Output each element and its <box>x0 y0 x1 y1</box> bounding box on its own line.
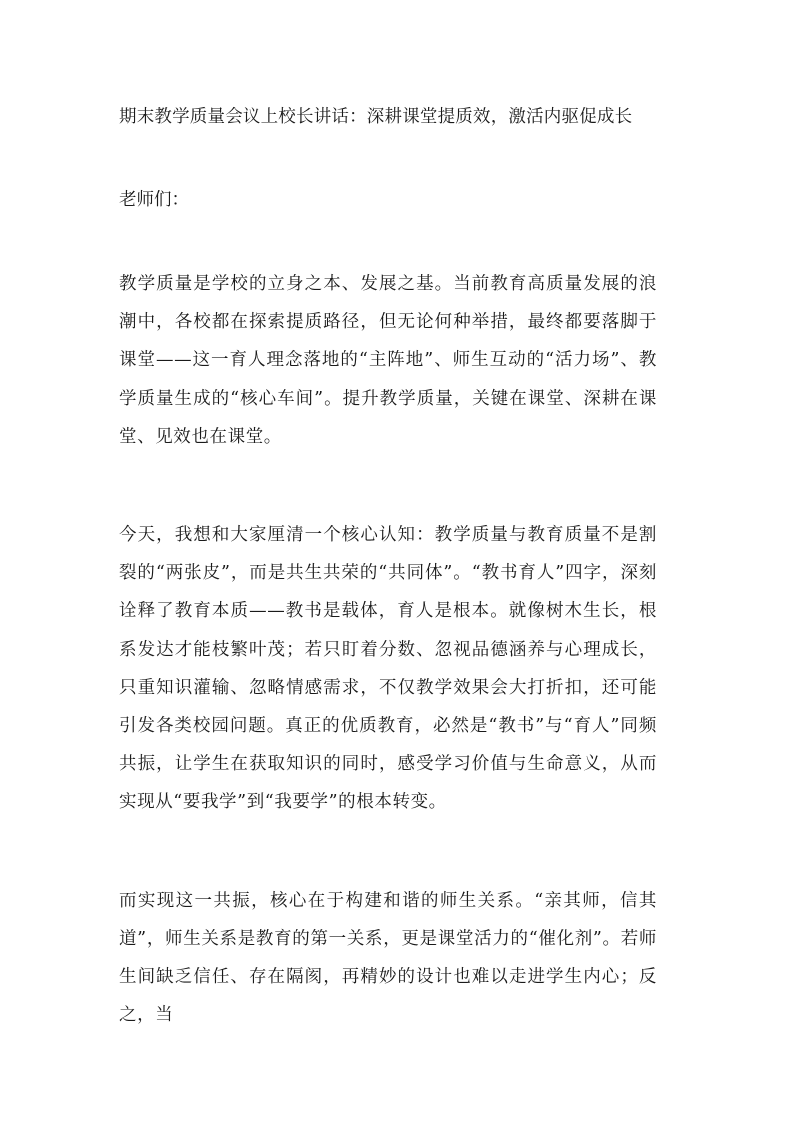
document-title: 期末教学质量会议上校长讲话：深耕课堂提质效，激活内驱促成长 <box>119 107 633 127</box>
document-body <box>119 100 657 1034</box>
salutation: 老师们： <box>119 190 189 210</box>
paragraph-1: 教学质量是学校的立身之本、发展之基。当前教育高质量发展的浪潮中，各校都在探索提质路径，但无论何种举措，最终都要落脚于课堂——这一育人理念落地的“主阵地”、师生互动的“活力场”、教学质量生成的“核心车间”。提升教学质量，关键在课堂、深耕在课堂、见效也在课堂。 <box>119 274 657 447</box>
paragraph-3: 而实现这一共振，核心在于构建和谐的师生关系。“亲其师，信其道”，师生关系是教育的第一关系，更是课堂活力的“催化剂”。若师生间缺乏信任、存在隔阂，再精妙的设计也难以走进学生内心；反之，当 <box>119 890 657 1026</box>
paragraph-2: 今天，我想和大家厘清一个核心认知：教学质量与教育质量不是割裂的“两张皮”，而是共生共荣的“共同体”。“教书育人”四字，深刻诠释了教育本质——教书是载体，育人是根本。就像树木生长，根系发达才能枝繁叶茂；若只盯着分数、忽视品德涵养与心理成长，只重知识灌输、忽略情感需求，不仅教学效果会大打折扣，还可能引发各类校园问题。真正的优质教育，必然是“教书”与“育人”同频共振，让学生在获取知识的同时，感受学习价值与生命意义，从而实现从“要我学”到“我要学”的根本转变。 <box>119 525 657 813</box>
